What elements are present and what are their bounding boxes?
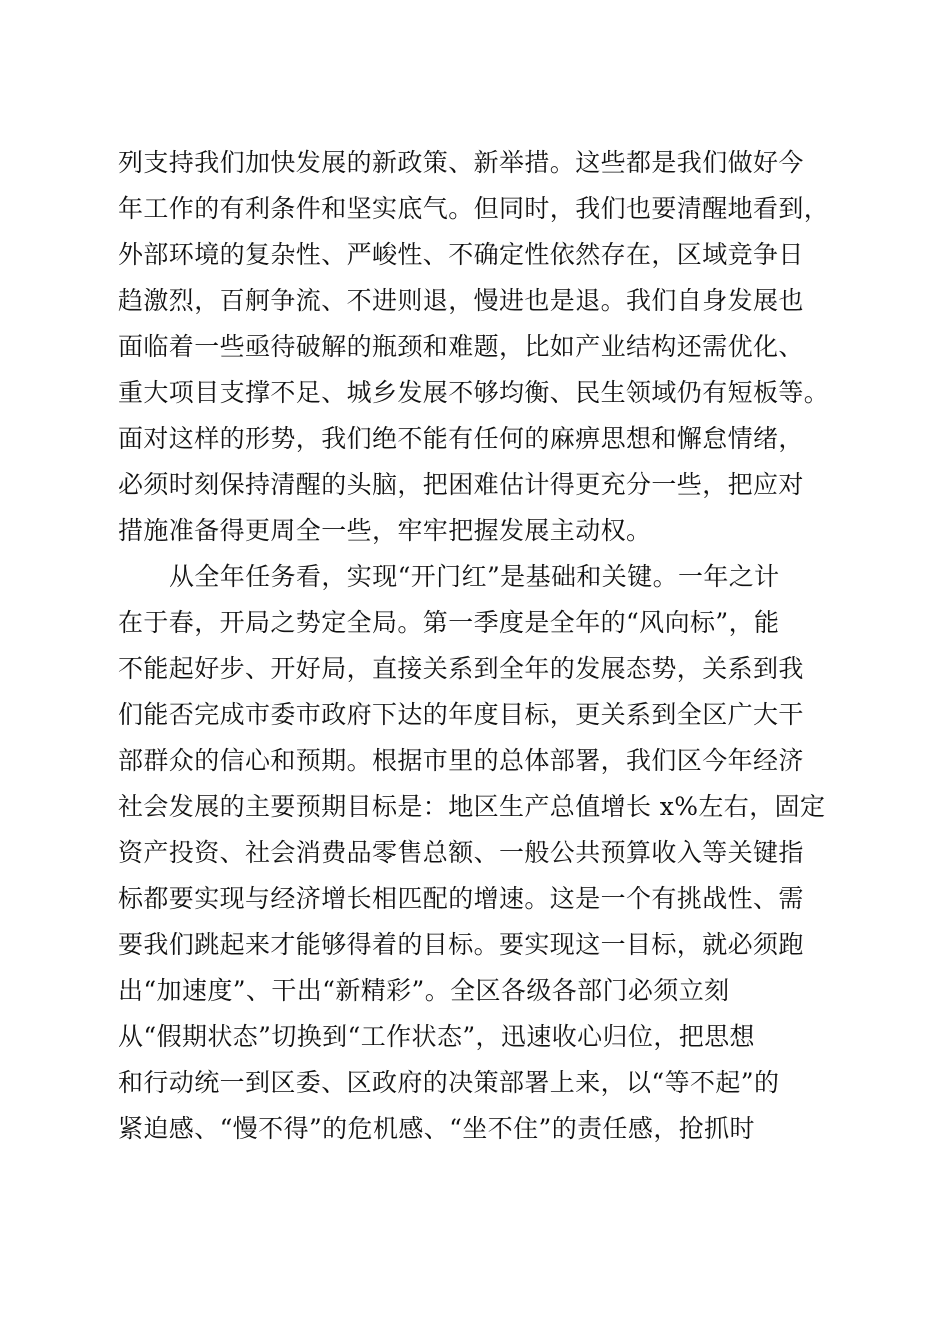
- text-line: 外部环境的复杂性、严峻性、不确定性依然存在，区域竞争日: [118, 240, 804, 269]
- text-line: 们能否完成市委市政府下达的年度目标，更关系到全区广大干: [118, 700, 804, 729]
- text-line: 措施准备得更周全一些，牢牢把握发展主动权。: [118, 516, 652, 545]
- text-line: 必须时刻保持清醒的头脑，把困难估计得更充分一些，把应对: [118, 470, 804, 499]
- text-line: 重大项目支撑不足、城乡发展不够均衡、民生领域仍有短板等。: [118, 378, 830, 407]
- text-line: 不能起好步、开好局，直接关系到全年的发展态势，关系到我: [118, 654, 804, 683]
- paragraph-1: [118, 140, 838, 554]
- text-line: 趋激烈，百舸争流、不进则退，慢进也是退。我们自身发展也: [118, 286, 804, 315]
- text-line: 资产投资、社会消费品零售总额、一般公共预算收入等关键指: [118, 838, 804, 867]
- text-line: 要我们跳起来才能够得着的目标。要实现这一目标，就必须跑: [118, 930, 804, 959]
- text-line: 和行动统一到区委、区政府的决策部署上来，以“等不起”的: [118, 1068, 780, 1097]
- text-line: 社会发展的主要预期目标是：地区生产总值增长 x%左右，固定: [118, 792, 826, 821]
- text-line: 部群众的信心和预期。根据市里的总体部署，我们区今年经济: [118, 746, 804, 775]
- text-line: 从全年任务看，实现“开门红”是基础和关键。一年之计: [169, 562, 780, 591]
- paragraph-2: [118, 554, 838, 1152]
- text-line: 标都要实现与经济增长相匹配的增速。这是一个有挑战性、需: [118, 884, 804, 913]
- text-line: 年工作的有利条件和坚实底气。但同时，我们也要清醒地看到，: [118, 194, 830, 223]
- text-line: 面临着一些亟待破解的瓶颈和难题，比如产业结构还需优化、: [118, 332, 804, 361]
- text-line: 在于春，开局之势定全局。第一季度是全年的“风向标”，能: [118, 608, 780, 637]
- text-line: 出“加速度”、干出“新精彩”。全区各级各部门必须立刻: [118, 976, 730, 1005]
- text-line: 面对这样的形势，我们绝不能有任何的麻痹思想和懈怠情绪，: [118, 424, 804, 453]
- text-line: 紧迫感、“慢不得”的危机感、“坐不住”的责任感，抢抓时: [118, 1114, 755, 1143]
- document-body: [118, 140, 838, 1152]
- text-line: 列支持我们加快发展的新政策、新举措。这些都是我们做好今: [118, 148, 804, 177]
- text-line: 从“假期状态”切换到“工作状态”，迅速收心归位，把思想: [118, 1022, 755, 1051]
